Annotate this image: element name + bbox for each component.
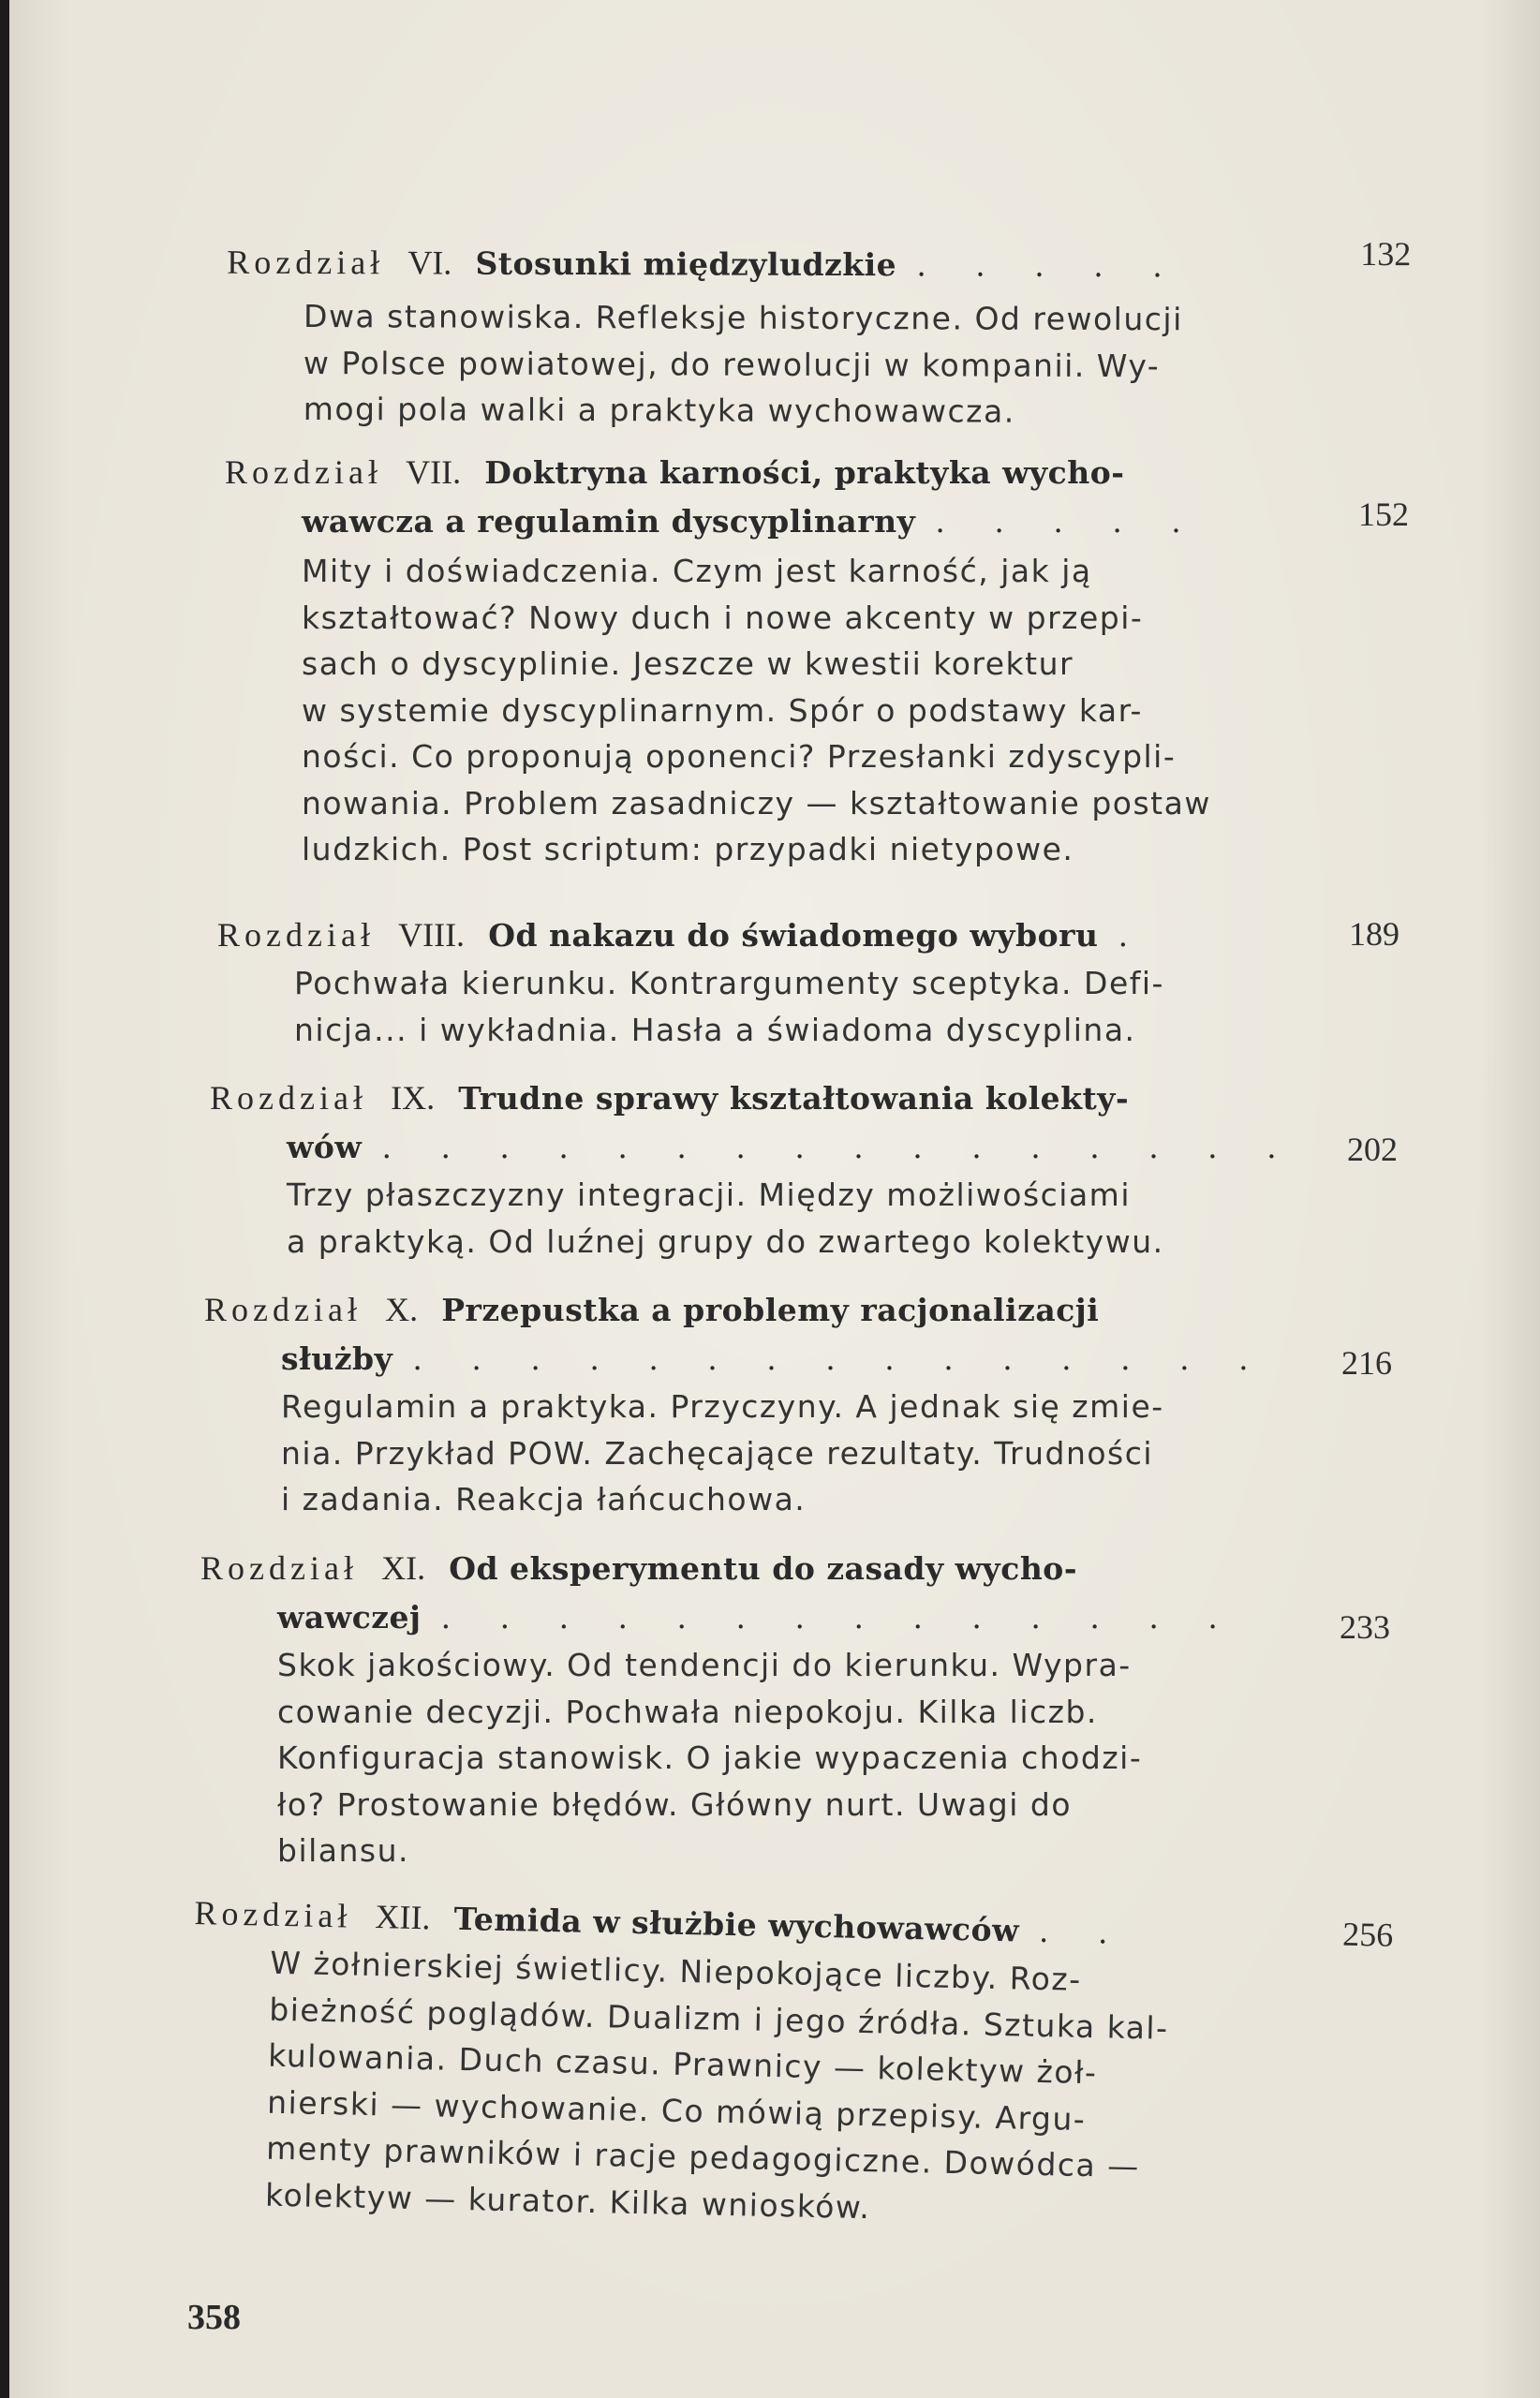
toc-entry-chapter-9	[210, 1073, 1418, 1265]
summary-line: mogi pola walki a praktyka wychowawcza.	[303, 391, 1015, 430]
summary-line: Dwa stanowiska. Refleksje historyczne. Od rewolucji	[304, 298, 1183, 338]
summary-line: ludzkich. Post scriptum: przypadki nietypowe.	[302, 831, 1074, 867]
page-reference: 189	[1349, 915, 1399, 953]
chapter-title-continued: wawczej	[277, 1599, 422, 1636]
chapter-number: XI.	[381, 1549, 426, 1587]
chapter-label: Rozdział	[225, 453, 382, 491]
page-reference: 233	[1340, 1608, 1390, 1646]
chapter-heading	[204, 1285, 1413, 1335]
summary-line: Trzy płaszczyzny integracji. Między możliwościami	[287, 1177, 1131, 1213]
chapter-title-continued: wawcza a regulamin dyscyplinarny	[302, 503, 916, 540]
chapter-title: Od nakazu do świadomego wyboru	[488, 917, 1099, 954]
chapter-heading-continued	[277, 1593, 1409, 1642]
chapter-summary	[294, 960, 1426, 1053]
summary-line: W żołnierskiej świetlicy. Niepokojące liczby. Roz-	[269, 1944, 1083, 1998]
chapter-heading	[217, 910, 1426, 960]
chapter-label: Rozdział	[217, 916, 375, 954]
chapter-summary	[304, 293, 1436, 437]
toc-entry-chapter-11	[200, 1544, 1409, 1874]
chapter-title: Przepustka a problemy racjonalizacji	[441, 1292, 1100, 1328]
chapter-number: IX.	[391, 1079, 436, 1117]
leader-dots: . . . . .	[935, 503, 1201, 540]
summary-line: ności. Co proponują oponenci? Przesłanki zdyscypli-	[302, 738, 1177, 775]
chapter-number: X.	[385, 1291, 419, 1328]
book-page	[9, 0, 1540, 2398]
summary-line: nia. Przykład POW. Zachęcające rezultaty. Trudności	[281, 1434, 1154, 1472]
chapter-heading	[227, 238, 1435, 292]
toc-entry-chapter-8	[217, 910, 1426, 1053]
page-reference: 152	[1358, 496, 1409, 533]
chapter-label: Rozdział	[204, 1291, 362, 1328]
toc-entry-chapter-12	[188, 1888, 1403, 2242]
chapter-label: Rozdział	[227, 243, 385, 282]
chapter-title: Temida w służbie wychowawców	[453, 1900, 1020, 1949]
chapter-heading	[210, 1073, 1418, 1123]
chapter-label: Rozdział	[200, 1549, 358, 1587]
page-reference: 202	[1347, 1131, 1398, 1168]
summary-line: Mity i doświadczenia. Czym jest karność, jak ją	[302, 553, 1092, 589]
summary-line: Konfiguracja stanowisk. O jakie wypaczenia chodzi-	[277, 1739, 1143, 1776]
summary-line: ło? Prostowanie błędów. Główny nurt. Uwagi do	[277, 1785, 1073, 1823]
chapter-number: XII.	[375, 1898, 431, 1937]
chapter-heading-continued	[302, 497, 1433, 546]
summary-line: kształtować? Nowy duch i nowe akcenty w przepi-	[302, 599, 1144, 636]
summary-line: Regulamin a praktyka. Przyczyny. A jednak się zmie-	[281, 1388, 1164, 1425]
leader-dots: .	[1118, 917, 1148, 954]
summary-line: Pochwała kierunku. Kontrargumenty sceptyka. Defi-	[294, 965, 1164, 1001]
chapter-heading	[200, 1544, 1409, 1593]
summary-line: i zadania. Reakcja łańcuchowa.	[281, 1481, 807, 1517]
chapter-heading	[225, 448, 1433, 497]
chapter-summary	[287, 1172, 1418, 1265]
page-reference: 132	[1360, 234, 1412, 274]
page-reference: 216	[1341, 1344, 1392, 1382]
leader-dots: . . . . .	[916, 246, 1182, 285]
chapter-title-continued: wów	[287, 1129, 363, 1165]
chapter-summary	[265, 1940, 1402, 2242]
leader-dots: . .	[1038, 1912, 1129, 1951]
chapter-summary	[277, 1642, 1409, 1874]
summary-line: a praktyką. Od luźnej grupy do zwartego kolektywu.	[287, 1222, 1164, 1260]
leader-dots: . . . . . . . . . . . . . .	[440, 1599, 1237, 1636]
chapter-number: VI.	[407, 244, 452, 282]
chapter-title-continued: służby	[281, 1340, 393, 1377]
chapter-heading-continued	[287, 1123, 1418, 1172]
summary-line: sach o dyscyplinie. Jeszcze w kwestii korektur	[302, 645, 1074, 682]
summary-line: kolektyw — kurator. Kilka wniosków.	[264, 2176, 871, 2226]
summary-line: Skok jakościowy. Od tendencji do kierunku. Wypra-	[277, 1647, 1132, 1683]
summary-line: w Polsce powiatowej, do rewolucji w kompanii. Wy-	[303, 344, 1161, 384]
chapter-summary	[302, 548, 1433, 873]
chapter-title: Doktryna karności, praktyka wycho-	[484, 454, 1125, 491]
page-number: 358	[187, 2298, 241, 2337]
summary-line: menty prawników i racje pedagogiczne. Dowódca —	[265, 2129, 1141, 2185]
summary-line: nowania. Problem zasadniczy — kształtowanie postaw	[302, 784, 1211, 822]
summary-line: bilansu.	[277, 1832, 410, 1869]
chapter-number: VIII.	[398, 916, 466, 954]
summary-line: nierski — wychowanie. Co mówią przepisy. Argu-	[266, 2083, 1087, 2138]
toc-entry-chapter-10	[204, 1285, 1413, 1523]
toc-entry-chapter-6	[227, 234, 1436, 437]
summary-line: kulowania. Duch czasu. Prawnicy — kolektyw żoł-	[267, 2036, 1098, 2092]
summary-line: cowanie decyzji. Pochwała niepokoju. Kilka liczb.	[277, 1693, 1098, 1730]
summary-line: nicja... i wykładnia. Hasła a świadoma dyscyplina.	[294, 1011, 1136, 1048]
chapter-summary	[281, 1384, 1413, 1523]
chapter-label: Rozdział	[194, 1893, 352, 1935]
chapter-title: Od eksperymentu do zasady wycho-	[449, 1550, 1078, 1587]
summary-line: w systemie dyscyplinarnym. Spór o podstawy kar-	[302, 691, 1143, 729]
chapter-title: Stosunki międzyludzkie	[475, 244, 897, 284]
page-reference: 256	[1341, 1915, 1394, 1954]
chapter-label: Rozdział	[210, 1079, 367, 1117]
leader-dots: . . . . . . . . . . . . . . . .	[381, 1129, 1296, 1165]
chapter-heading-continued	[281, 1335, 1413, 1384]
toc-entry-chapter-7	[225, 448, 1433, 873]
chapter-number: VII.	[406, 453, 462, 491]
leader-dots: . . . . . . . . . . . . . . .	[412, 1340, 1268, 1377]
chapter-title: Trudne sprawy kształtowania kolekty-	[458, 1080, 1130, 1117]
summary-line: bieżność poglądów. Dualizm i jego źródła. Sztuka kal-	[268, 1991, 1169, 2047]
